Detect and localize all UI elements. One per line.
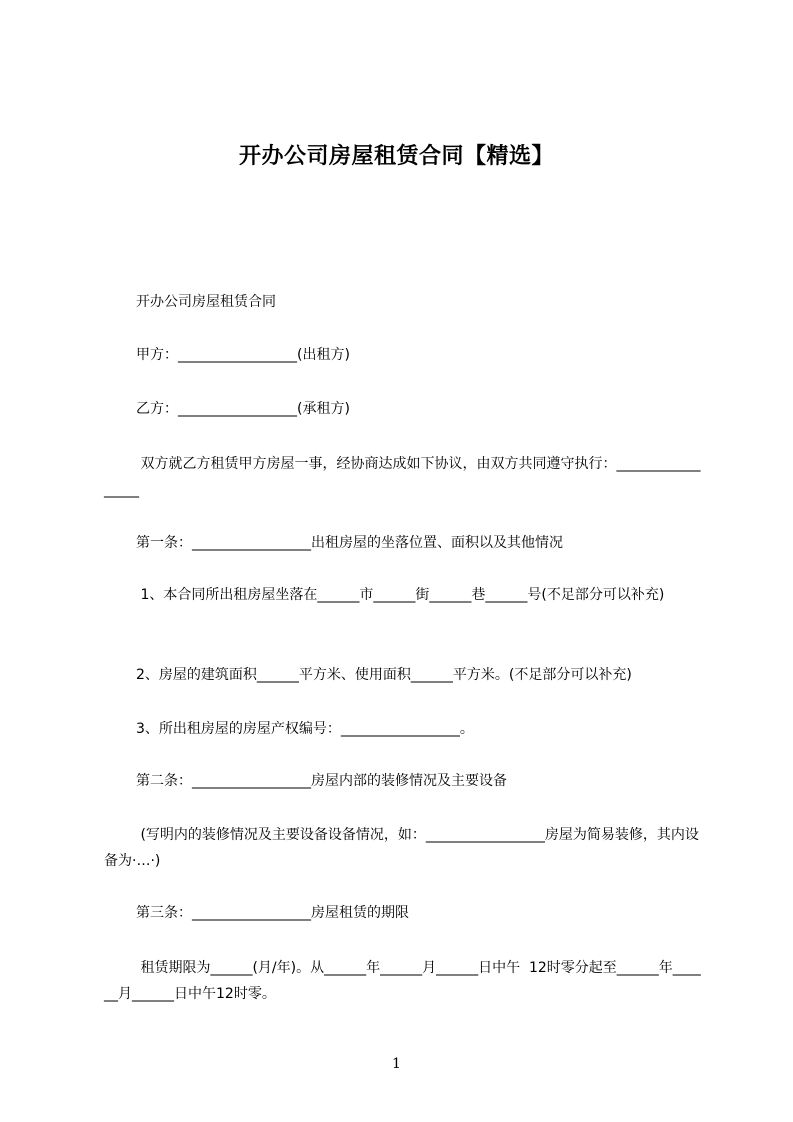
paragraph-agreement-intro: 双方就乙方租赁甲方房屋一事，经协商达成如下协议，由双方共同遵守执行：_________________ — [104, 456, 701, 498]
paragraph-contract-name: 开办公司房屋租赁合同 — [136, 294, 276, 310]
paragraph-article-2: 第二条：_________________房屋内部的装修情况及主要设备 — [136, 773, 507, 789]
paragraph-article-1-item-1: 1、本合同所出租房屋坐落在______市______街______巷______号(不足部分可以补充) — [136, 587, 665, 603]
paragraph-article-1: 第一条：_________________出租房屋的坐落位置、面积以及其他情况 — [136, 535, 563, 551]
paragraph-party-b: 乙方：_________________(承租方) — [136, 401, 350, 417]
paragraph-party-a: 甲方：_________________(出租方) — [136, 347, 350, 363]
paragraph-article-2-detail: (写明内的装修情况及主要设备设备情况，如：_________________房屋为简易装修，其内设备为·…·) — [104, 827, 699, 869]
paragraph-article-1-item-2: 2、房屋的建筑面积______平方米、使用面积______平方米。(不足部分可以补充) — [136, 667, 632, 683]
paragraph-article-3: 第三条：_________________房屋租赁的期限 — [136, 905, 409, 921]
page-number: 1 — [392, 1056, 401, 1072]
paragraph-lease-term: 租赁期限为______(月/年)。从______年______月______日中午 12时零分起至______年______月______日中午12时零。 — [104, 960, 701, 1002]
paragraph-article-1-item-3: 3、所出租房屋的房屋产权编号：_________________。 — [136, 721, 474, 737]
document-title: 开办公司房屋租赁合同【精选】 — [238, 144, 554, 169]
